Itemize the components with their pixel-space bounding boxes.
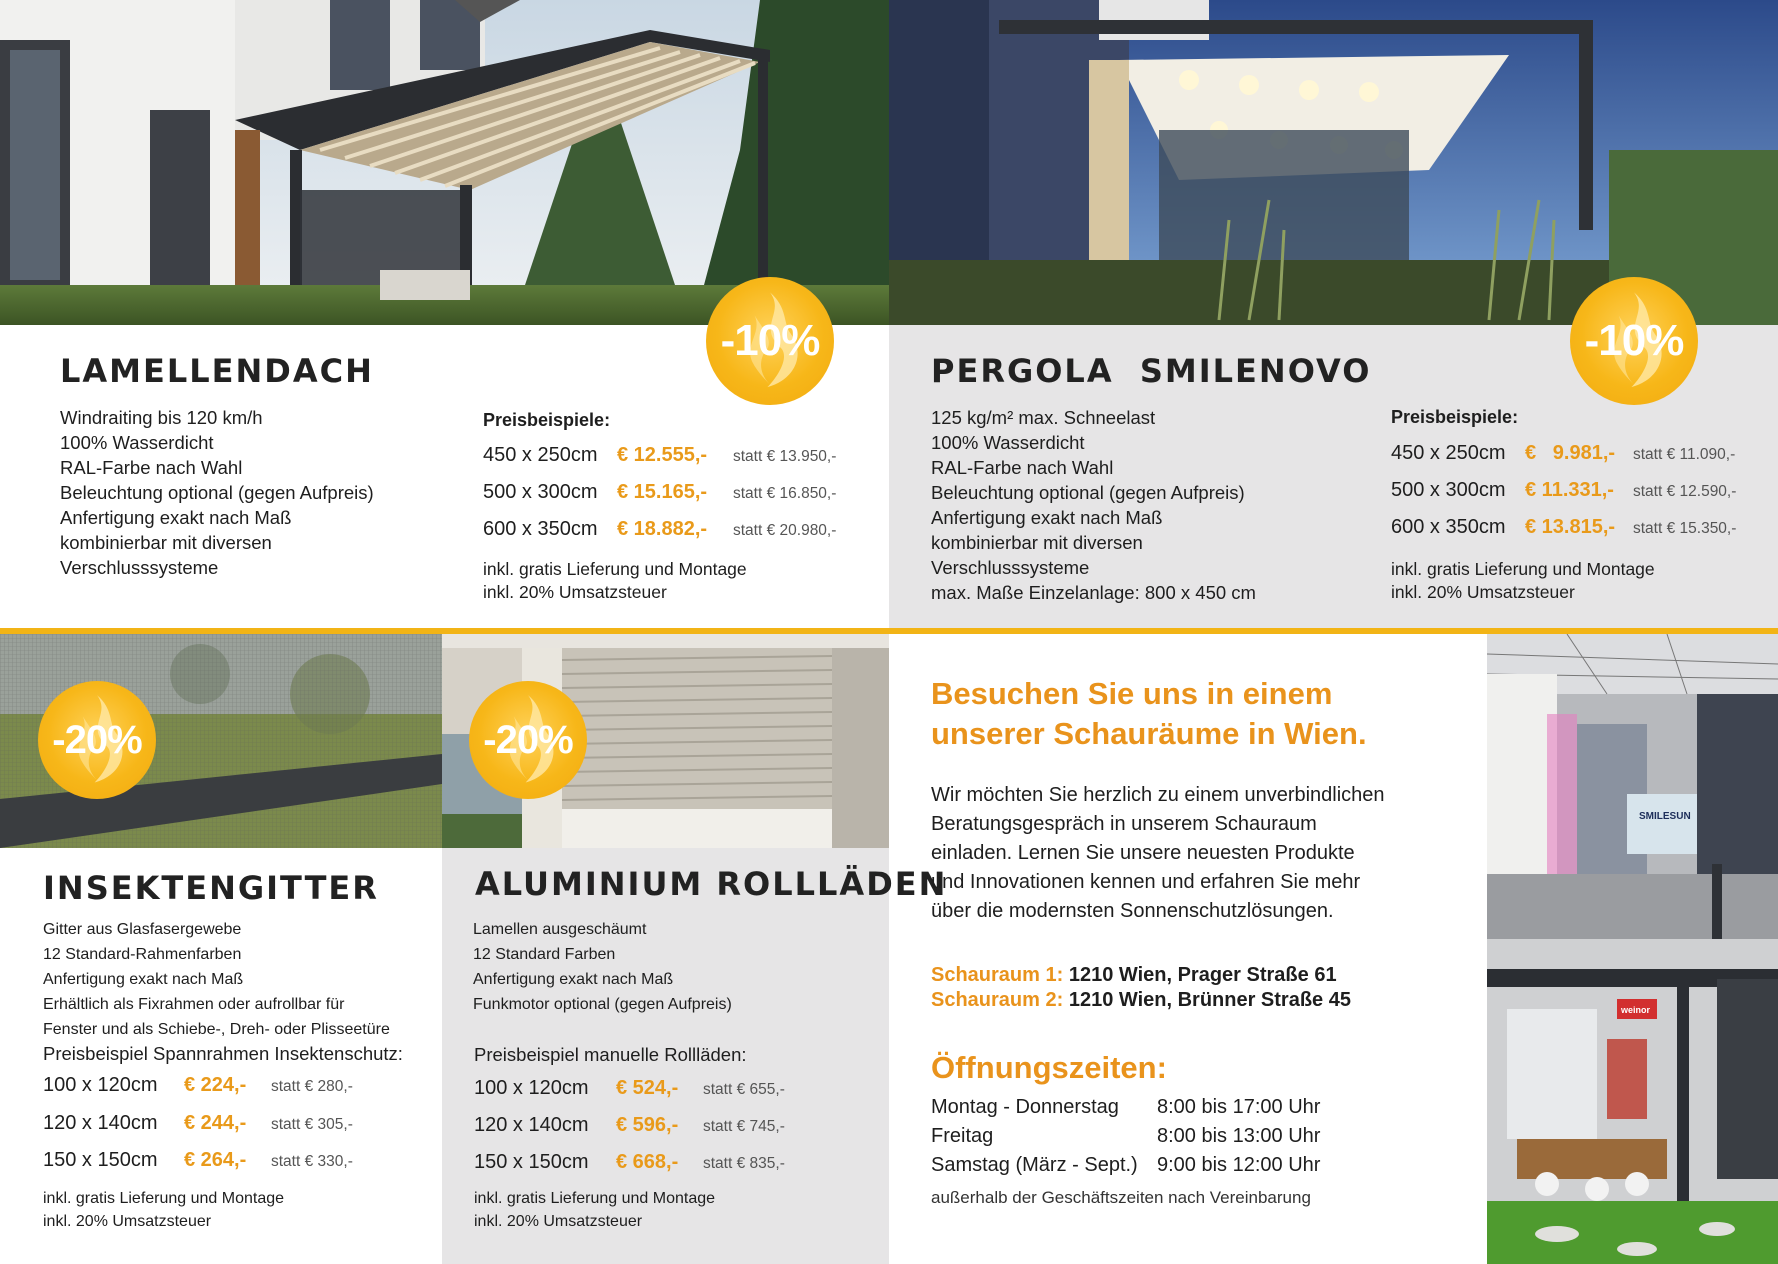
feature-item: 12 Standard Farben: [473, 946, 616, 963]
price-size: 100 x 120cm: [43, 1074, 158, 1096]
hours-title: Öffnungszeiten:: [931, 1050, 1167, 1085]
showroom-sign: SMILESUN: [1639, 811, 1691, 822]
hours-day: Samstag (März - Sept.): [931, 1154, 1138, 1176]
feature-item: 100% Wasserdicht: [60, 432, 214, 453]
intro-line: über die modernsten Sonnenschutzlösungen.: [931, 900, 1334, 922]
feature-item: Gitter aus Glasfasergewebe: [43, 921, 242, 938]
appointment-note: außerhalb der Geschäftszeiten nach Vereinbarung: [931, 1188, 1311, 1207]
price-size: 600 x 350cm: [483, 518, 598, 540]
feature-item: Verschlusssysteme: [931, 557, 1090, 578]
feature-item: Erhältlich als Fixrahmen oder aufrollbar für: [43, 996, 345, 1013]
footer-line: inkl. 20% Umsatzsteuer: [474, 1213, 643, 1230]
price-statt: statt € 835,-: [703, 1155, 785, 1172]
price-value: € 15.165,-: [617, 481, 708, 503]
hours-row: [931, 1122, 1320, 1151]
feature-item: kombinierbar mit diversen: [931, 532, 1143, 553]
hours-time: 9:00 bis 12:00 Uhr: [1157, 1154, 1321, 1176]
price-row: [483, 481, 836, 504]
feature-item: Verschlusssysteme: [60, 557, 219, 578]
price-row: [1391, 442, 1735, 465]
price-row: [1391, 516, 1736, 539]
price-size: 600 x 350cm: [1391, 516, 1506, 538]
price-statt: statt € 655,-: [703, 1081, 785, 1098]
hours-row: [931, 1151, 1320, 1180]
badge-text: -10%: [720, 316, 820, 365]
price-statt: statt € 15.350,-: [1633, 520, 1737, 537]
pergola-footer: [1391, 558, 1655, 604]
feature-item: Anfertigung exakt nach Maß: [60, 507, 292, 528]
feature-item: Fenster und als Schiebe-, Dreh- oder Plisseetüre: [43, 1021, 390, 1038]
price-value: € 244,-: [184, 1112, 247, 1134]
showroom-sign-2: weinor: [1621, 1005, 1651, 1015]
feature-item: Windraiting bis 120 km/h: [60, 407, 263, 428]
pergola-features: [931, 405, 1256, 605]
feature-item: 12 Standard-Rahmenfarben: [43, 946, 242, 963]
location-address: 1210 Wien, Prager Straße 61: [1068, 964, 1337, 986]
insektengitter-discount-badge: [38, 681, 156, 799]
feature-item: max. Maße Einzelanlage: 800 x 450 cm: [931, 582, 1256, 603]
feature-item: RAL-Farbe nach Wahl: [60, 457, 243, 478]
intro-line: Wir möchten Sie herzlich zu einem unverbindlichen: [931, 784, 1385, 806]
price-statt: statt € 745,-: [703, 1118, 785, 1135]
price-statt: statt € 20.980,-: [733, 522, 837, 539]
feature-item: kombinierbar mit diversen: [60, 532, 272, 553]
price-size: 150 x 150cm: [43, 1149, 158, 1171]
footer-line: inkl. 20% Umsatzsteuer: [1391, 582, 1575, 602]
price-size: 450 x 250cm: [1391, 442, 1506, 464]
intro-line: Beratungsgespräch in unserem Schauraum: [931, 813, 1317, 835]
insektengitter-title: INSEKTENGITTER: [43, 869, 379, 907]
hours-time: 8:00 bis 17:00 Uhr: [1157, 1096, 1321, 1118]
price-statt: statt € 11.090,-: [1633, 446, 1736, 463]
price-statt: statt € 12.590,-: [1633, 483, 1737, 500]
price-row: [474, 1151, 785, 1174]
price-value: € 12.555,-: [617, 444, 708, 466]
price-size: 150 x 150cm: [474, 1151, 589, 1173]
location-label: Schauraum 1:: [931, 964, 1064, 986]
price-value: € 596,-: [616, 1114, 679, 1136]
price-row: [43, 1112, 353, 1135]
intro-line: und Innovationen kennen und erfahren Sie mehr: [931, 871, 1361, 893]
footer-line: inkl. 20% Umsatzsteuer: [43, 1213, 212, 1230]
price-statt: statt € 280,-: [271, 1078, 353, 1095]
price-size: 120 x 140cm: [43, 1112, 158, 1134]
pergola-title: PERGOLA SMILENOVO: [931, 352, 1372, 390]
price-size: 100 x 120cm: [474, 1077, 589, 1099]
showroom-intro: [931, 781, 1385, 926]
location-row: [931, 988, 1351, 1013]
price-size: 120 x 140cm: [474, 1114, 589, 1136]
price-value: € 264,-: [184, 1149, 247, 1171]
rollladen-discount-badge: [469, 681, 587, 799]
price-size: 500 x 300cm: [1391, 479, 1506, 501]
feature-item: 100% Wasserdicht: [931, 432, 1085, 453]
insektengitter-footer: [43, 1187, 284, 1233]
insektengitter-features: [43, 917, 390, 1042]
lamellendach-title: LAMELLENDACH: [60, 352, 374, 390]
feature-item: 125 kg/m² max. Schneelast: [931, 407, 1156, 428]
badge-text: -10%: [1584, 316, 1684, 365]
insektengitter-price-label: Preisbeispiel Spannrahmen Insektenschutz:: [43, 1043, 403, 1064]
price-statt: statt € 16.850,-: [733, 485, 837, 502]
footer-line: inkl. gratis Lieferung und Montage: [483, 559, 747, 579]
feature-item: Funkmotor optional (gegen Aufpreis): [473, 996, 732, 1013]
lamellendach-footer: [483, 558, 747, 604]
feature-item: Beleuchtung optional (gegen Aufpreis): [931, 482, 1245, 503]
showroom-headline: [931, 674, 1367, 754]
price-value: € 9.981,-: [1525, 442, 1616, 464]
showroom-photo-2: [1487, 939, 1778, 1264]
hours-time: 8:00 bis 13:00 Uhr: [1157, 1125, 1321, 1147]
price-statt: statt € 13.950,-: [733, 448, 837, 465]
price-size: 500 x 300cm: [483, 481, 598, 503]
price-value: € 13.815,-: [1525, 516, 1616, 538]
showroom-photo-1: [1487, 634, 1778, 939]
feature-item: Anfertigung exakt nach Maß: [43, 971, 244, 988]
rollladen-footer: [474, 1187, 715, 1233]
headline-line: Besuchen Sie uns in einem: [931, 676, 1333, 711]
lamellendach-features: [60, 405, 374, 580]
hours-table: [931, 1093, 1320, 1180]
hours-row: [931, 1093, 1320, 1122]
feature-item: Lamellen ausgeschäumt: [473, 921, 647, 938]
feature-item: Anfertigung exakt nach Maß: [473, 971, 674, 988]
badge-text: -20%: [52, 717, 142, 762]
price-row: [474, 1077, 785, 1100]
rollladen-price-label: Preisbeispiel manuelle Rollläden:: [474, 1044, 747, 1065]
footer-line: inkl. 20% Umsatzsteuer: [483, 582, 667, 602]
rollladen-features: [473, 917, 732, 1017]
price-size: 450 x 250cm: [483, 444, 598, 466]
price-value: € 224,-: [184, 1074, 247, 1096]
location-address: 1210 Wien, Brünner Straße 45: [1068, 989, 1351, 1011]
location-row: [931, 963, 1351, 988]
price-value: € 524,-: [616, 1077, 679, 1099]
price-statt: statt € 305,-: [271, 1116, 353, 1133]
price-row: [483, 444, 836, 467]
showroom-locations: [931, 963, 1351, 1013]
price-row: [43, 1074, 353, 1097]
footer-line: inkl. gratis Lieferung und Montage: [1391, 559, 1655, 579]
feature-item: Beleuchtung optional (gegen Aufpreis): [60, 482, 374, 503]
lamellendach-discount-badge: [706, 277, 834, 405]
price-row: [474, 1114, 785, 1137]
price-row: [1391, 479, 1736, 502]
lamellendach-price-label: Preisbeispiele:: [483, 410, 611, 430]
hours-day: Montag - Donnerstag: [931, 1096, 1119, 1118]
price-value: € 18.882,-: [617, 518, 708, 540]
pergola-discount-badge: [1570, 277, 1698, 405]
badge-text: -20%: [483, 717, 573, 762]
feature-item: Anfertigung exakt nach Maß: [931, 507, 1163, 528]
rollladen-title: ALUMINIUM ROLLLÄDEN: [475, 865, 948, 903]
footer-line: inkl. gratis Lieferung und Montage: [474, 1190, 716, 1207]
price-row: [483, 518, 836, 541]
price-value: € 668,-: [616, 1151, 679, 1173]
price-value: € 11.331,-: [1525, 479, 1614, 501]
headline-line: unserer Schauräume in Wien.: [931, 716, 1367, 751]
price-statt: statt € 330,-: [271, 1153, 353, 1170]
location-label: Schauraum 2:: [931, 989, 1064, 1011]
pergola-price-label: Preisbeispiele:: [1391, 407, 1519, 427]
footer-line: inkl. gratis Lieferung und Montage: [43, 1190, 285, 1207]
hours-day: Freitag: [931, 1125, 994, 1147]
intro-line: einladen. Lernen Sie unsere neuesten Produkte: [931, 842, 1355, 864]
feature-item: RAL-Farbe nach Wahl: [931, 457, 1114, 478]
price-row: [43, 1149, 353, 1172]
